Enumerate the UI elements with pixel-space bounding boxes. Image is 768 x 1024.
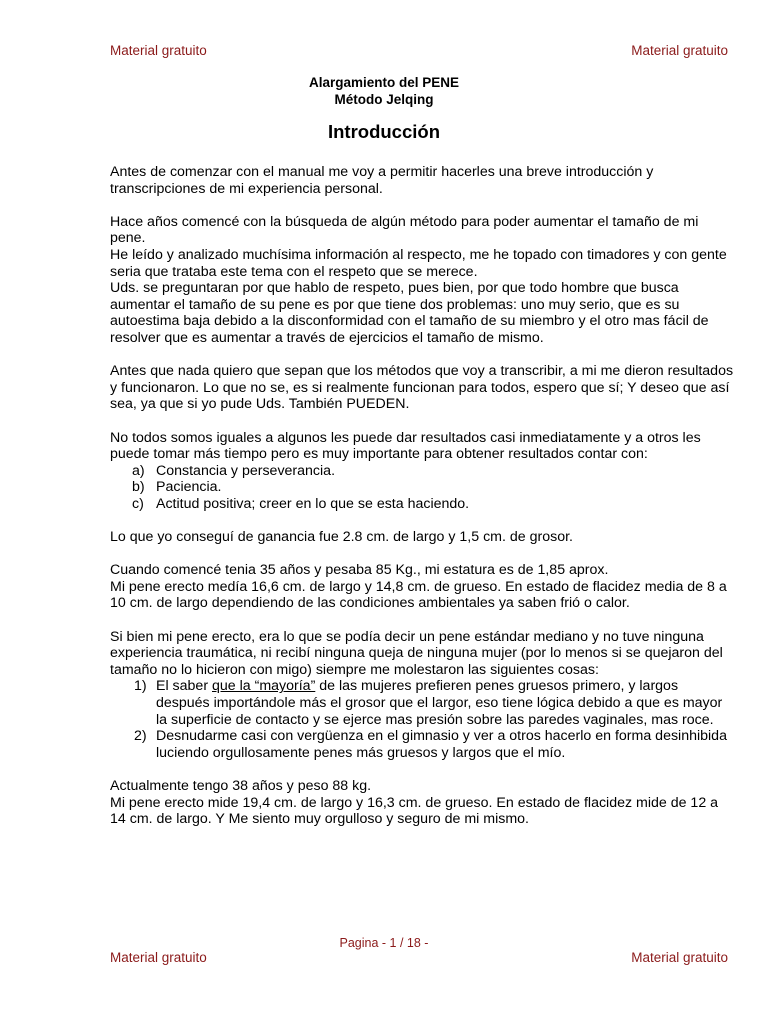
paragraph-requirements: No todos somos iguales a algunos les puede dar resultados casi inmediatamente y a otros les puede tomar más tiempo pero es muy importante para obtener resultados contar con:	[110, 429, 701, 463]
paragraph-respect: Uds. se preguntaran por que hablo de respeto, pues bien, por que todo hombre que busca aumentar el tamaño de su pene es por que tiene dos problemas: uno muy serio, que es su autoestima baja debido a la disconformidad con el tamaño de su miembro y el otro mas fácil de resolver que es aumentar a través de ejercicios el tamaño de mismo.	[110, 280, 709, 346]
concerns-list	[110, 678, 735, 761]
list-item-text: Actitud positiva; creer en lo que se esta haciendo.	[156, 495, 470, 512]
document-body	[110, 164, 735, 844]
list-marker: a)	[132, 462, 145, 479]
page-number: Pagina - 1 / 18 -	[339, 936, 429, 950]
paragraph-search: Hace años comencé con la búsqueda de algún método para poder aumentar el tamaño de mi pene.	[110, 213, 699, 247]
paragraph-gain: Lo que yo conseguí de ganancia fue 2.8 cm. de largo y 1,5 cm. de grosor.	[110, 529, 573, 546]
list-item	[110, 728, 735, 761]
list-item	[110, 479, 735, 496]
paragraph-concerns: Si bien mi pene erecto, era lo que se podía decir un pene estándar mediano y no tuve ninguna experiencia traumática, ni recibí ninguna queja de ninguna mujer (por lo menos si se quejaron del tamaño no lo hicieron con migo) siempre me molestaron las siguientes cosas:	[110, 628, 723, 678]
paragraph-research: He leído y analizado muchísima información al respecto, me he topado con timadores y con gente seria que trataba este tema con el respeto que se merece.	[110, 246, 727, 280]
list-item-text: Constancia y perseverancia.	[156, 462, 336, 479]
paragraph-start-measures: Mi pene erecto medía 16,6 cm. de largo y 14,8 cm. de grueso. En estado de flacidez media de 8 a 10 cm. de largo dependiendo de las condiciones ambientales ya saben frió o calor.	[110, 578, 727, 612]
document-title	[0, 74, 768, 108]
paragraph-start-stats: Cuando comencé tenia 35 años y pesaba 85 Kg., mi estatura es de 1,85 aprox.	[110, 562, 609, 579]
footer-right-label: Material gratuito	[631, 950, 728, 965]
list-item-text: Paciencia.	[156, 479, 222, 496]
list-marker: 2)	[134, 728, 147, 745]
list-item-text-post: de las mujeres prefieren penes gruesos primero, y largos después importándole más el grosor que el largor, eso tiene lógica debido a que es mayor la superficie de contacto y se ejerce mas presión sobre las paredes vaginales, mas roce.	[156, 678, 723, 728]
list-item-text: Desnudarme casi con vergüenza en el gimnasio y ver a otros hacerlo en forma desinhibida luciendo orgullosamente penes más gruesos y largos que el mío.	[156, 728, 727, 761]
header-right-label: Material gratuito	[631, 43, 728, 58]
paragraph-intro: Antes de comenzar con el manual me voy a permitir hacerles una breve introducción y transcripciones de mi experiencia personal.	[110, 164, 654, 197]
title-line-2: Método Jelqing	[334, 92, 434, 107]
list-item	[110, 463, 735, 480]
list-marker: 1)	[134, 678, 147, 695]
footer-left-label: Material gratuito	[110, 950, 207, 965]
list-item	[110, 496, 735, 513]
title-line-1: Alargamiento del PENE	[308, 75, 460, 90]
list-item-text-pre: El saber	[156, 678, 212, 695]
underlined-phrase: que la “mayoría”	[212, 678, 316, 695]
list-marker: b)	[132, 479, 145, 496]
section-heading: Introducción	[327, 121, 441, 142]
header-left-label: Material gratuito	[110, 43, 207, 58]
requirements-list	[110, 463, 735, 513]
paragraph-current-measures: Mi pene erecto mide 19,4 cm. de largo y 16,3 cm. de grueso. En estado de flacidez mide de 12 a 14 cm. de largo. Y Me siento muy orgulloso y seguro de mi mismo.	[110, 794, 719, 828]
paragraph-methods: Antes que nada quiero que sepan que los métodos que voy a transcribir, a mi me dieron resultados y funcionaron. Lo que no se, es si realmente funcionan para todos, espero que sí; Y deseo que así sea, ya que si yo pude Uds. También PUEDEN.	[110, 363, 734, 413]
list-marker: c)	[132, 495, 144, 512]
list-item	[110, 678, 735, 728]
paragraph-current-stats: Actualmente tengo 38 años y peso 88 kg.	[110, 777, 372, 794]
